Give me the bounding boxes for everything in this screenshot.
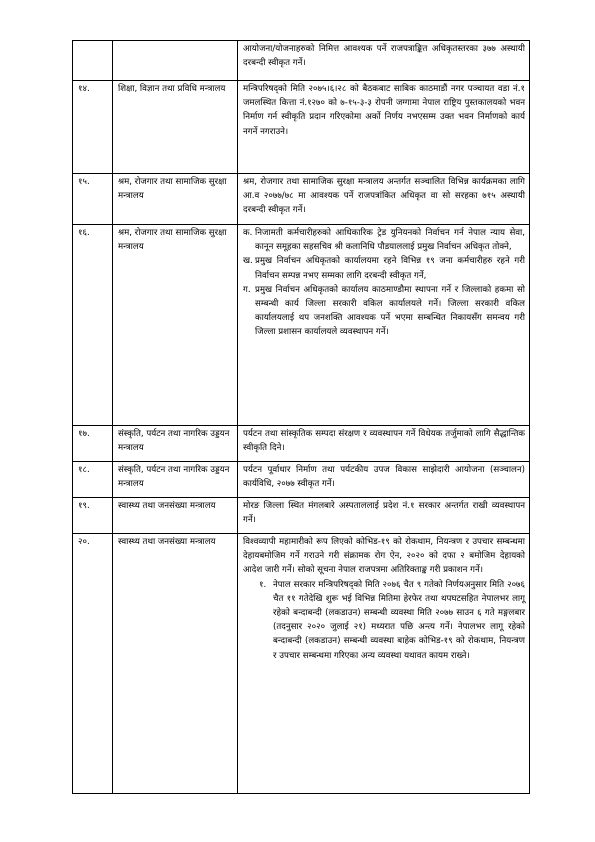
table-row (73, 498, 530, 534)
item-text: निजामती कर्मचारीहरुको आधिकारिक ट्रेड युनियनको निर्वाचन गर्न नेपाल न्याय सेवा, कानून समूहका सहसचिव श्री कलानिधि पौडयाललाई प्रमुख निर्वाचन अधिकृत तोक्ने, (255, 228, 525, 253)
ministry-cell: स्वास्थ्य तथा जनसंख्या मन्त्रालय (113, 534, 238, 794)
row-number: १५. (73, 174, 113, 225)
sub-list-item (243, 578, 525, 663)
list-item (243, 254, 525, 282)
table-row (73, 462, 530, 498)
decision-cell: मोरङ जिल्ला स्थित मंगलबारे अस्पताललाई प्रदेश नं.१ सरकार अन्तर्गत राखी व्यवस्थापन गर्ने। (238, 498, 530, 534)
ministry-cell: श्रम, रोजगार तथा सामाजिक सुरक्षा मन्त्रालय (113, 174, 238, 225)
decision-cell: आयोजना/योजनाहरुको निमित्त आवश्यक पर्ने राजपत्राङ्कित अधिकृतस्तरका ३७७ अस्थायी दरबन्दी स्वीकृत गर्ने। (238, 41, 530, 81)
table-row (73, 225, 530, 426)
decision-cell (238, 225, 530, 426)
ministry-cell: श्रम, रोजगार तथा सामाजिक सुरक्षा मन्त्रालय (113, 225, 238, 426)
row-number: १९. (73, 498, 113, 534)
item-marker: ख. (243, 256, 253, 267)
row-number: १८. (73, 462, 113, 498)
row-number: १६. (73, 225, 113, 426)
decision-cell: श्रम, रोजगार तथा सामाजिक सुरक्षा मन्त्रालय अन्तर्गत सञ्चालित विभिन्न कार्यक्रमका लागि आ.व २०७७/७८ मा आवश्यक पर्ने राजपत्रांकित अधिकृत वा सो सरहका ७१५ अस्थायी दरबन्दी स्वीकृत गर्ने। (238, 174, 530, 225)
item-text: प्रमुख निर्वाचन अधिकृतको कार्यालयमा रहने विभिन्न १९ जना कर्मचारीहरु रहने गरी निर्वाचन सम्पन्न नभए सम्मका लागि दरबन्दी स्वीकृत गर्ने, (255, 256, 525, 281)
decision-cell: पर्यटन पूर्वाधार निर्माण तथा पर्यटकीय उपज विकास साझेदारी आयोजना (सञ्चालन) कार्यविधि, २०७७ स्वीकृत गर्ने। (238, 462, 530, 498)
table-row (73, 426, 530, 462)
row-number: १७. (73, 426, 113, 462)
row-number: १४. (73, 81, 113, 174)
item-marker: क. (243, 228, 253, 238)
decisions-table (72, 40, 530, 794)
row-number: २०. (73, 534, 113, 794)
row-number (73, 41, 113, 81)
ministry-cell: स्वास्थ्य तथा जनसंख्या मन्त्रालय (113, 498, 238, 534)
decision-cell (238, 534, 530, 794)
item-marker: ग. (243, 284, 251, 295)
ministry-cell: शिक्षा, विज्ञान तथा प्रविधि मन्त्रालय (113, 81, 238, 174)
table-row (73, 534, 530, 794)
item-text: नेपाल सरकार मन्त्रिपरिषद्को मिति २०७६ चैत ९ गतेको निर्णयअनुसार मिति २०७६ चैत ११ गतेदेखि शुरू भई विभिन्न मितिमा हेरफेर तथा थपघटसहित नेपालभर लागू रहेको बन्दाबन्दी (लकडाउन) सम्बन्धी व्यवस्था मिति २०७७ साउन ६ गते मङ्गलबार (तदनुसार २०२० जुलाई २१) मध्यरात पछि अन्त्य गर्ने। नेपालभर लागू रहेको बन्दाबन्दी (लकडाउन) सम्बन्धी व्यवस्था बाहेक कोभिड-१९ को रोकथाम, नियन्त्रण र उपचार सम्बन्धमा गरिएका अन्य व्यवस्था यथावत कायम राख्ने। (273, 579, 525, 661)
decision-text: विश्वव्यापी महामारीको रूप लिएको कोभिड-१९ को रोकथाम, नियन्त्रण र उपचार सम्बन्धमा देहायबमोजिम गर्ने गराउने गरी संक्रामक रोग ऐन, २०२० को दफा २ बमोजिम देहायको आदेश जारी गर्ने। सोको सूचना नेपाल राजपत्रमा अतिरिक्ताङ्क गरी प्रकाशन गर्ने। (243, 537, 525, 576)
ministry-cell: संस्कृति, पर्यटन तथा नागरिक उड्डयन मन्त्रालय (113, 426, 238, 462)
ministry-cell: संस्कृति, पर्यटन तथा नागरिक उड्डयन मन्त्रालय (113, 462, 238, 498)
list-item (243, 283, 525, 340)
decision-cell: मन्त्रिपरिषद्को मिति २०७५।६।२८ को बैठकबाट साबिक काठमाडौं नगर पञ्चायत वडा नं.१ जमलस्थित कित्ता नं.१२७० को ७-१५-३-३ रोपनी जग्गामा नेपाल राष्ट्रिय पुस्तकालयको भवन निर्माण गर्न स्वीकृति प्रदान गरिएकोमा अर्को निर्णय नभएसम्म उक्त भवन निर्माणको कार्य नगर्ने नगराउने। (238, 81, 530, 174)
decision-cell: पर्यटन तथा सांस्कृतिक सम्पदा संरक्षण र व्यवस्थापन गर्ने विधेयक तर्जुमाको लागि सैद्धान्तिक स्वीकृति दिने। (238, 426, 530, 462)
item-marker: १. (259, 579, 267, 590)
item-text: प्रमुख निर्वाचन अधिकृतको कार्यालय काठमाण्डौमा स्थापना गर्ने र जिल्लाको हकमा सो सम्बन्धी कार्य जिल्ला सरकारी वकिल कार्यालयले गर्ने। जिल्ला सरकारी वकिल कार्यालयलाई थप जनशक्ति आवश्यक पर्ने भएमा सम्बन्धित निकायसँग समन्वय गरी जिल्ला प्रशासन कार्यालयले व्यवस्थापन गर्ने। (255, 284, 525, 338)
table-row (73, 41, 530, 81)
ministry-cell (113, 41, 238, 81)
list-item (243, 226, 525, 254)
table-row (73, 174, 530, 225)
table-row (73, 81, 530, 174)
